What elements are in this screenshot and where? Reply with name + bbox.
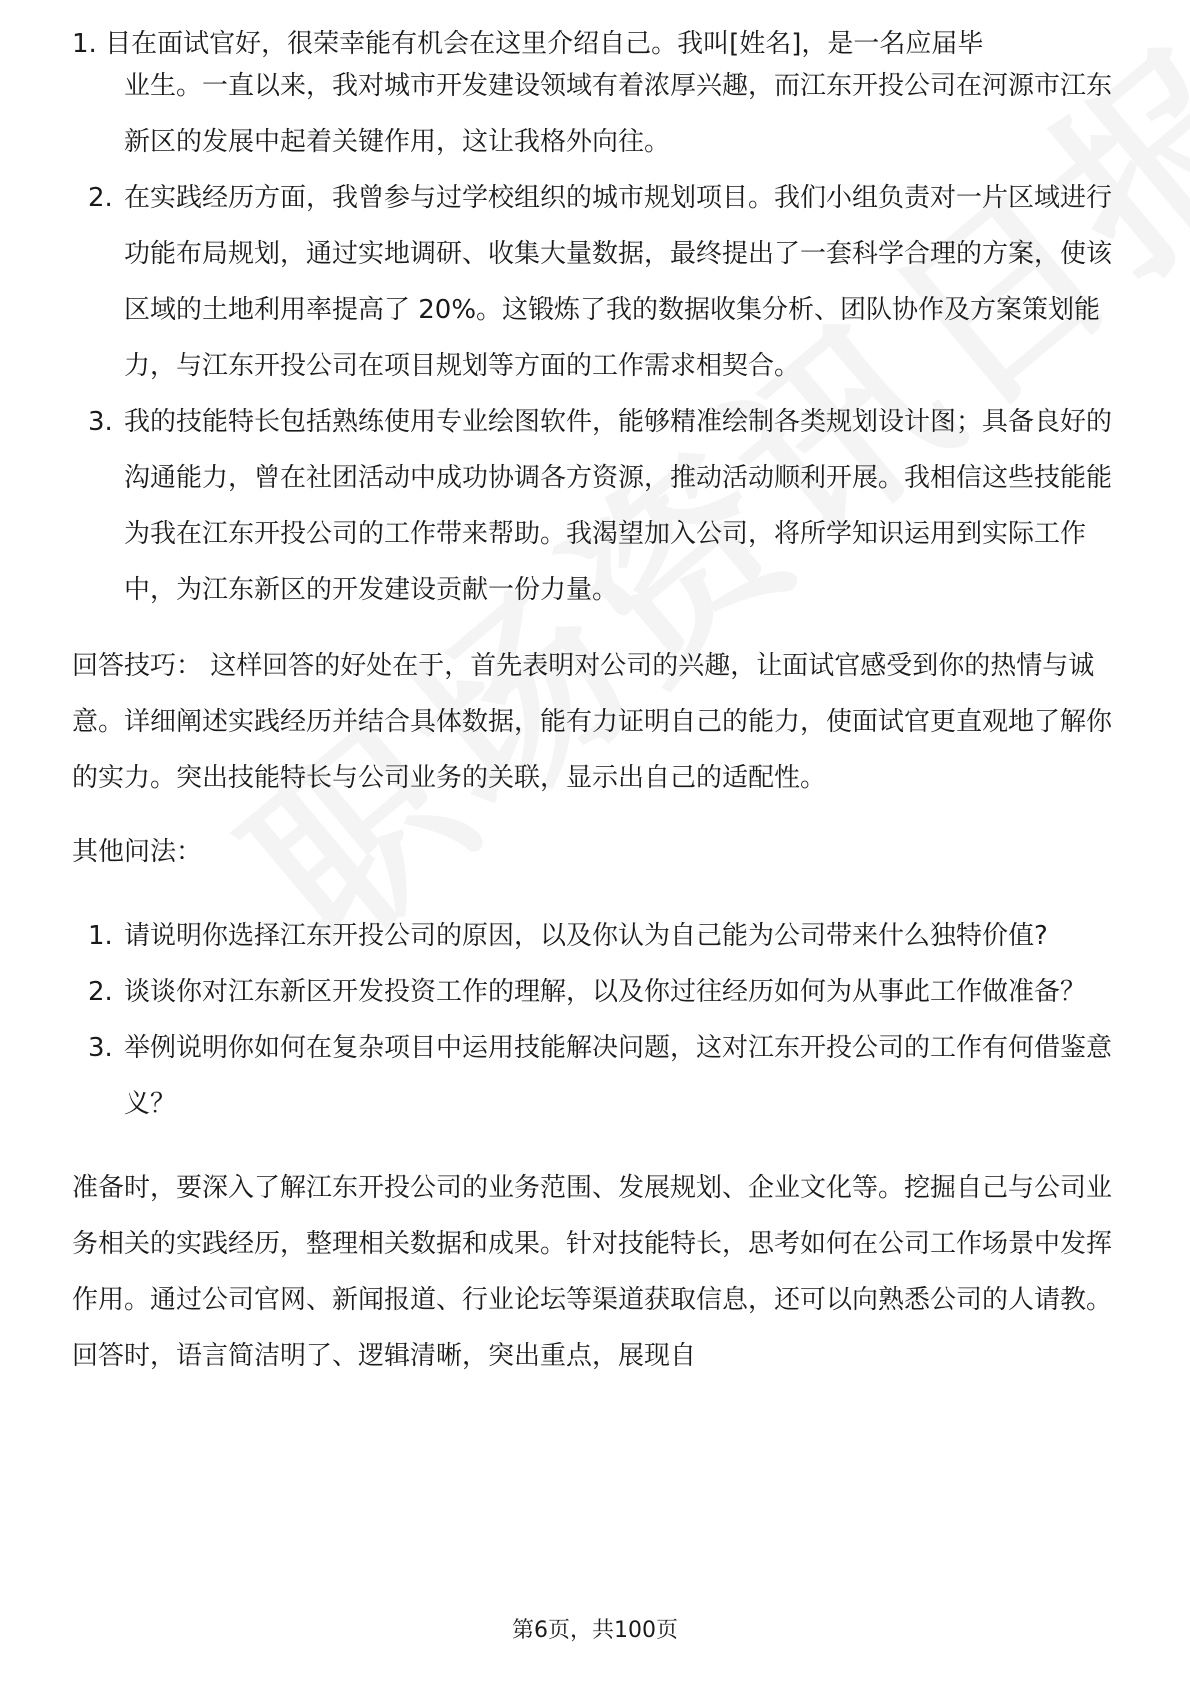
list-item-number: 3. [88,407,113,437]
list-item-number: 3. [88,1033,113,1063]
list-item-text: 举例说明你如何在复杂项目中运用技能解决问题，这对江东开投公司的工作有何借鉴意义？ [124,1033,1113,1119]
list-item [72,1020,1122,1132]
answer-tips-paragraph: 回答技巧： 这样回答的好处在于，首先表明对公司的兴趣，让面试官感受到你的热情与诚意。详细阐述实践经历并结合具体数据，能有力证明自己的能力，使面试官更直观地了解你的实力。突出技能特长与公司业务的关联，显示出自己的适配性。 [72,651,1113,793]
other-questions-list [72,908,1122,1132]
list-item-text: 谈谈你对江东新区开发投资工作的理解，以及你过往经历如何为从事此工作做准备？ [124,977,1087,1007]
list-item-text: 我的技能特长包括熟练使用专业绘图软件，能够精准绘制各类规划设计图；具备良好的沟通能力，曾在社团活动中成功协调各方资源，推动活动顺利开展。我相信这些技能能为我在江东开投公司的工作带来帮助。我渴望加入公司，将所学知识运用到实际工作中，为江东新区的开发建设贡献一份力量。 [124,407,1113,605]
list-item-text: 业生。一直以来，我对城市开发建设领域有着浓厚兴趣，而江东开投公司在河源市江东新区的发展中起着关键作用，这让我格外向往。 [124,71,1113,157]
list-item [72,170,1122,394]
other-questions-heading: 其他问法： [72,837,203,867]
list-item [72,394,1122,618]
clipped-first-line [72,22,1122,58]
list-item [72,908,1122,964]
list-item [72,964,1122,1020]
list-item-number: 1. [88,921,113,951]
page-content [72,22,1122,1384]
preparation-paragraph: 准备时，要深入了解江东开投公司的业务范围、发展规划、企业文化等。挖掘自己与公司业务相关的实践经历，整理相关数据和成果。针对技能特长，思考如何在公司工作场景中发挥作用。通过公司官网、新闻报道、行业论坛等渠道获取信息，还可以向熟悉公司的人请教。回答时，语言简洁明了、逻辑清晰，突出重点，展现自 [72,1173,1113,1371]
clipped-text: 1. 目在面试官好，很荣幸能有机会在这里介绍自己。我叫[姓名]，是一名应届毕 [72,29,984,58]
list-item-text: 在实践经历方面，我曾参与过学校组织的城市规划项目。我们小组负责对一片区域进行功能布局规划，通过实地调研、收集大量数据，最终提出了一套科学合理的方案，使该区域的土地利用率提高了 20%。这锻炼了我的数据收集分析、团队协作及方案策划能力，与江东开投公司在项目规划等方面的工作需求相契合。 [124,183,1113,381]
list-item-number: 2. [88,183,113,213]
list-item-text: 请说明你选择江东开投公司的原因，以及你认为自己能为公司带来什么独特价值? [124,921,1048,951]
list-item-number: 2. [88,977,113,1007]
answer-list [72,58,1122,618]
page-number-footer: 第6页，共100页 [512,1618,678,1643]
list-item [72,58,1122,170]
